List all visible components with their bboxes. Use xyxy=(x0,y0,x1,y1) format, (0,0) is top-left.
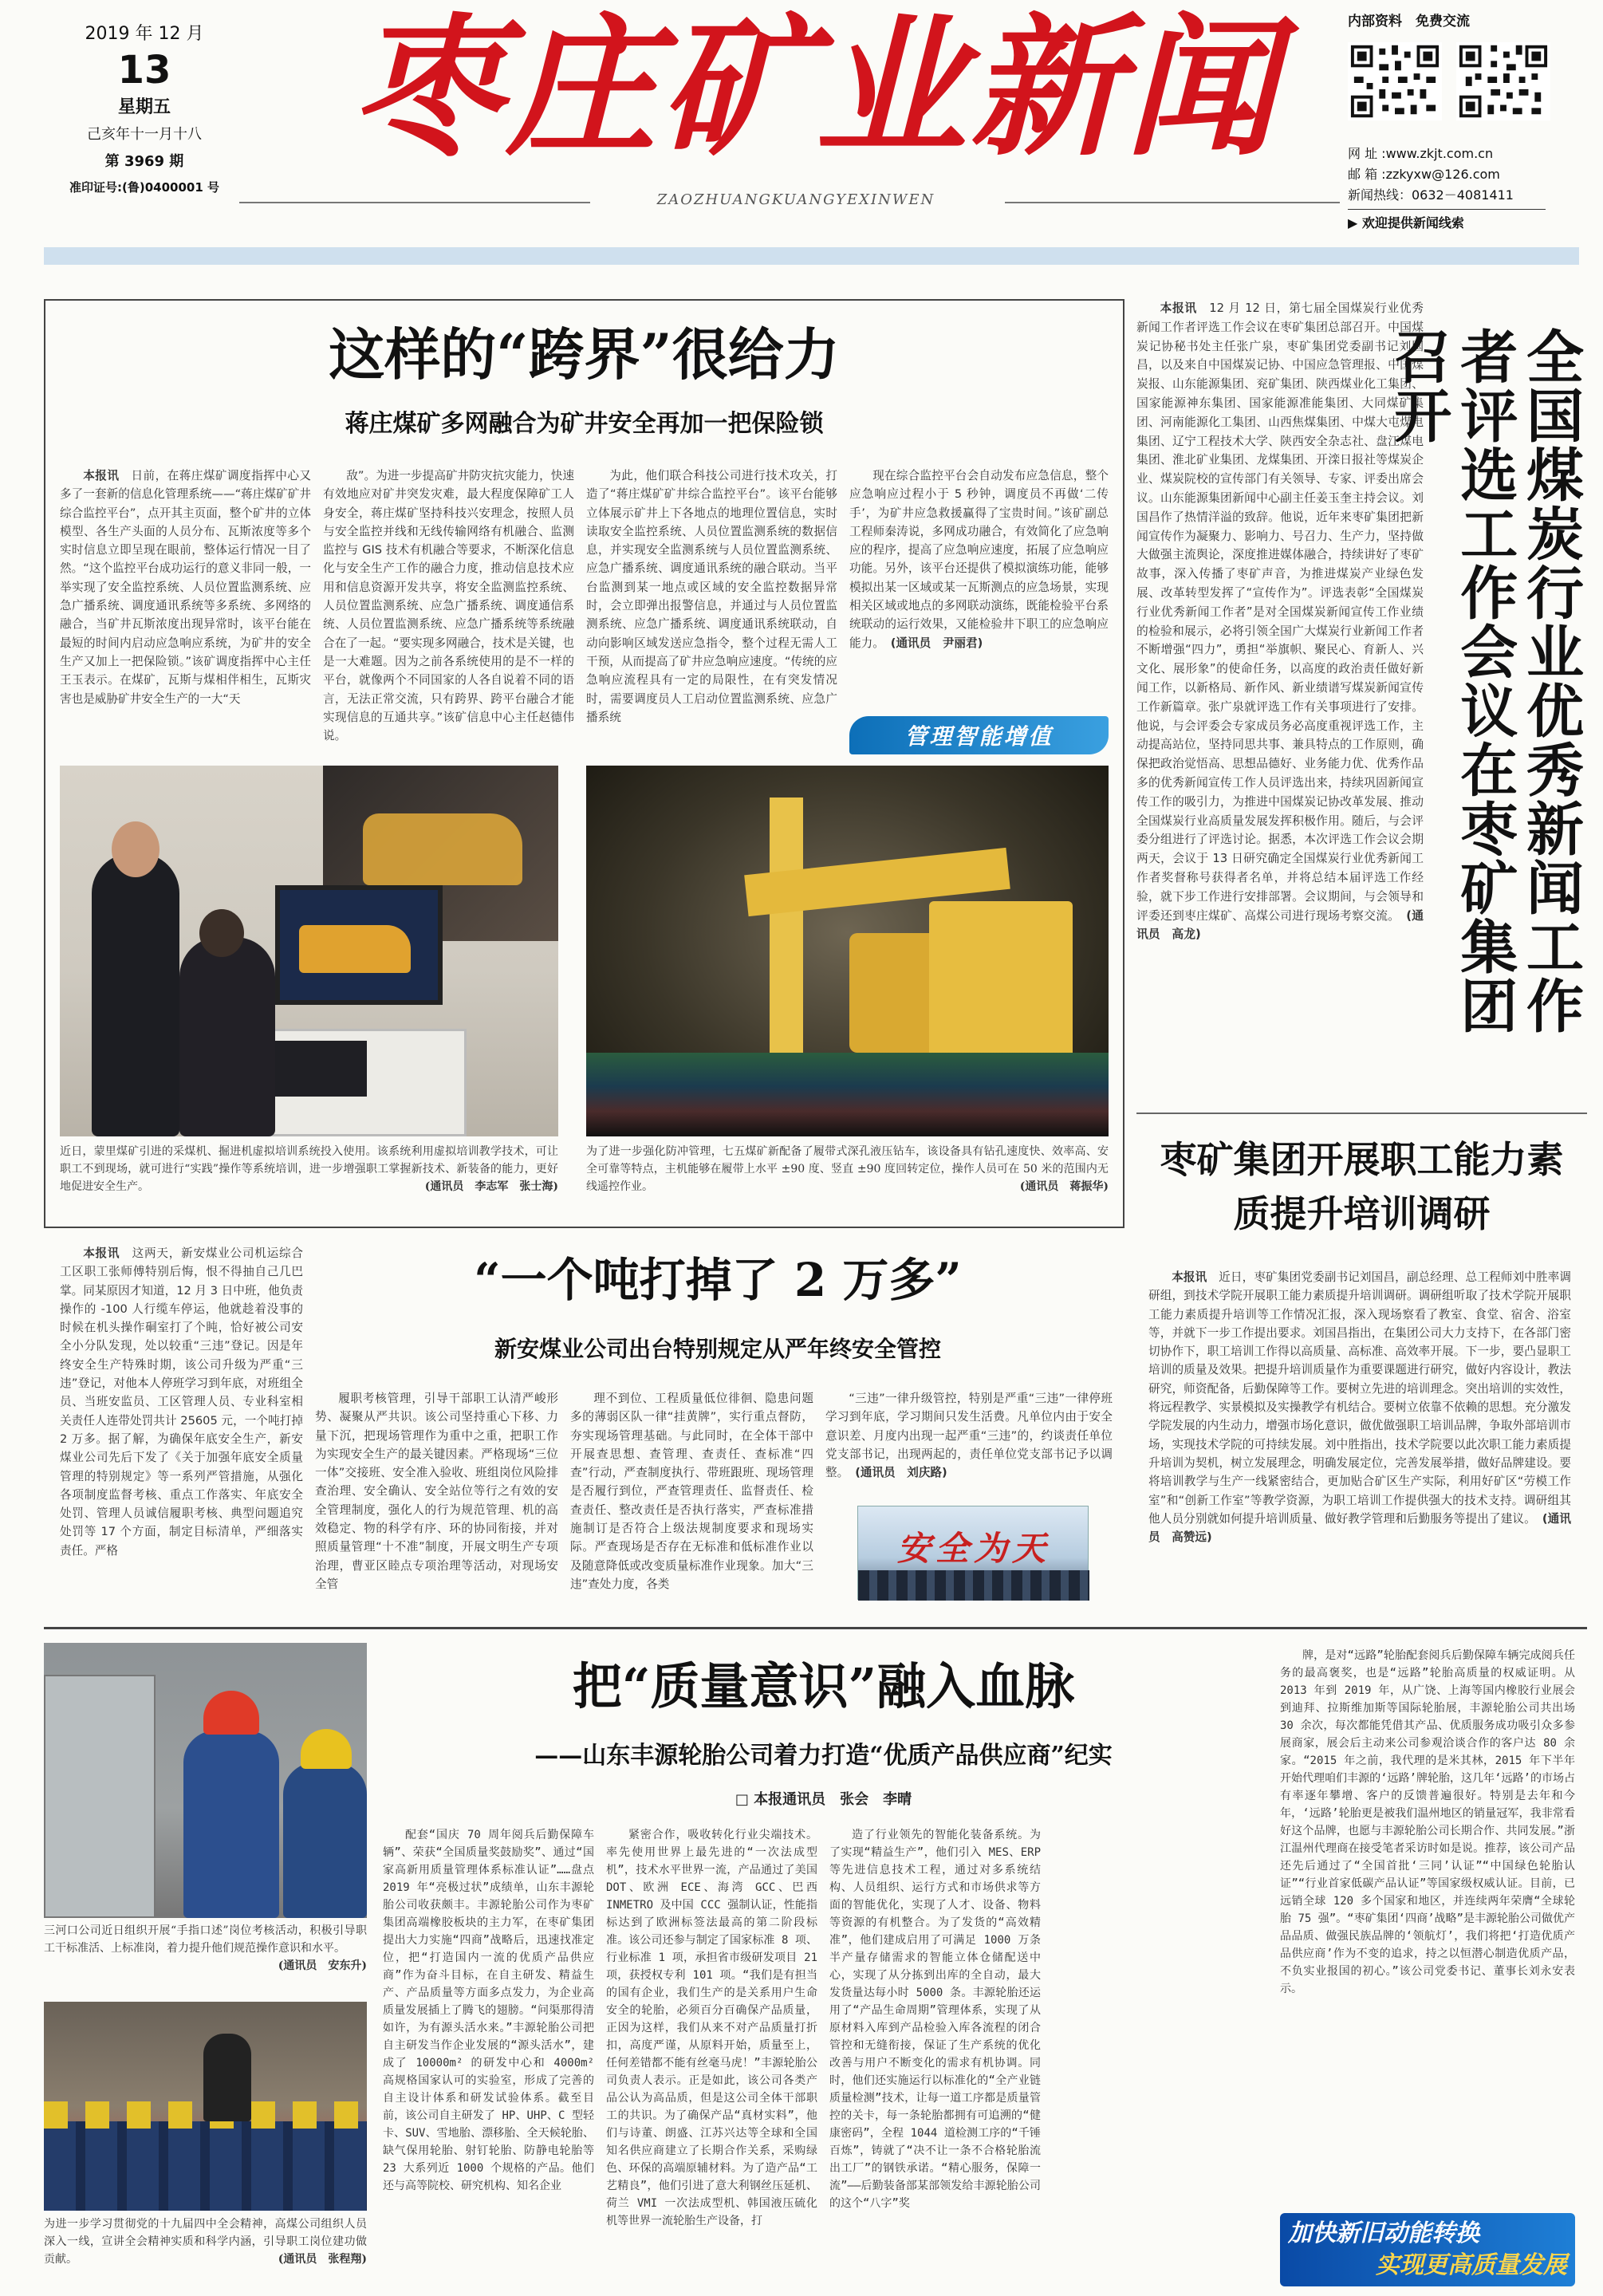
story3-signature: (通讯员 刘庆路) xyxy=(855,1466,947,1480)
photo-finger-point xyxy=(44,1643,367,1918)
management-logo-text: 管理智能增值 xyxy=(904,723,1054,750)
story3-column-4 xyxy=(825,1389,1113,1501)
qr-code-icon xyxy=(1456,41,1550,121)
newspaper-pinyin: ZAOZHUANGKUANGYEXINWEN xyxy=(656,191,935,208)
story1-text-2: 敌”。为进一步提高矿井防灾抗灾能力，快速有效地应对矿井突发灾难，最大程度保障矿工人身安全，蒋庄煤矿坚持科技兴安理念，按照人员与安全监控并线和无线传输网络有机融合、监测监控与 GIS 技术有机融合等要求，不断深化信息化与安全生产工作的融合力度，推动信息技术应用和信息资源开发共享，将安全监测监控系统、人员位置监测系统、应急广播系统、调度通信系统、人员位置监测系统、应急广播系统等系统融合在了一起。“要实现多网融合，技术是关键，也是一大难题。因为之前各系统使用的是不一样的平台，就像两个不同国家的人各自说着不同的语言，无法正常交流，只有跨界、跨平台融合才能实现信息的互通共享。”该矿信息中心主任赵德伟说。 xyxy=(323,469,574,743)
photo-drilling-rig xyxy=(586,766,1109,1136)
management-logo xyxy=(849,716,1109,754)
photo-lecture xyxy=(44,2002,367,2211)
photo-helmet-2 xyxy=(301,1729,352,1769)
date-box xyxy=(69,22,220,228)
photo-caption-3-text: 三河口公司近日组织开展“手指口述”岗位考核活动，积极引导职工干标准活、上标准岗，着力提升他们规范操作意识和水平。 xyxy=(44,1924,367,1955)
website: 网 址 :www.zkjt.com.cn xyxy=(1348,146,1494,161)
story1-byline: 本报讯 xyxy=(83,469,120,482)
photo-head-1 xyxy=(112,821,160,877)
photo-caption-4-text: 为进一步学习贯彻党的十九届四中全会精神，高煤公司组织人员深入一线，宣讲全会精神实质和科学内涵，引导职工岗位建功做贡献。 xyxy=(44,2218,367,2266)
story1-column-4 xyxy=(849,467,1109,710)
photo-cabinet xyxy=(44,1675,156,1918)
photo-caption-3-signature: (通讯员 安东升) xyxy=(278,1959,367,1972)
qr-codes xyxy=(1348,41,1587,121)
safety-badge-text: 安全为天 xyxy=(896,1529,1050,1568)
photo-rig-mast xyxy=(770,797,803,1061)
story1-column-3 xyxy=(586,467,837,754)
date-lunar: 己亥年十一月十八 xyxy=(87,126,202,143)
story2-signature: (通讯员 高龙) xyxy=(1136,908,1424,942)
story3-column-1 xyxy=(60,1244,303,1611)
story5-text-3: 造了行业领先的智能化装备系统。为了实现“精益生产”，他们引入 MES、ERP 等先进信息技术工程，通过对多系统结构、人员组织、运行方式和市场供求等方面的智能优化，实现了人才、设备、物料等资源的有机整合。为了发货的“高效精准”，他们建成启用了可满足 1000 万条半产量存储需求的智能立体仓储配送中心，实现了从分拣到出库的全自动，最大发货量达每小时 5000 条。丰源轮胎还运用了“产品生命周期”管理体系，实现了从原材料入库到产品检验入库各流程的闭合管控和无缝衔接，保证了生产系统的优化改善与用户不断变化的需求有机协调。同时，他们还实施运行以标准化的“全产业链质量检测”技术，让每一道工序都是质量管控的关卡，每一条轮胎都拥有可追溯的“健康密码”，全程 1044 道检测工序的“千锤百炼”，铸就了“决不让一条不合格轮胎流出工厂”的钢铁承诺。“精心服务，保障一流”——后勤装备部某部领发给丰源轮胎公司的这个“八字”奖 xyxy=(829,1829,1041,2210)
photo-audience xyxy=(44,2121,367,2211)
info-rule xyxy=(1348,209,1546,210)
story1-column-1 xyxy=(60,467,311,754)
story1-signature: (通讯员 尹丽君) xyxy=(890,636,983,650)
story5-column-2 xyxy=(606,1826,817,2289)
story1-text-4: 现在综合监控平台会自动发布应急信息，整个应急响应过程小于 5 秒钟，调度员不再做‘二传手’，为矿井应急救援赢得了宝贵时间。”该矿副总工程师秦涛说，多网成功融合，有效简化了应急响应的程序，提高了应急响应速度，拓展了应急响应功能。另外，该平台还提供了模拟演练功能，能够模拟出某一区域或某一瓦斯测点的应急场景，实现相关区域或地点的多网联动演练，既能检验平台系统联动的运行效果，又能检验井下职工的应急响应能力。 xyxy=(849,469,1109,650)
divider-full-2 xyxy=(44,1627,1587,1629)
story5-text-4: 牌，是对“远路”轮胎配套阅兵后勤保障车辆完成阅兵任务的最高褒奖，也是“远路”轮胎高质量的权威证明。从 2013 年到 2019 年，从广饶、上海等国内橡胶行业展会到迪拜、拉斯维加斯等国际轮胎展，丰源轮胎公司共出场 30 余次，每次都能凭借其产品、优质服务成功吸引众多参展商家，展会后主动来公司参观洽谈合作的客户达 80 余家。“2015 年之前，我代理的是米其林，2015 年下半年开始代理咱们丰源的‘远路’牌轮胎，这几年‘远路’的市场占有率逐年攀增、客户的反馈普遍很好。特别是去年和今年，‘远路’轮胎更是被我们温州地区的销量冠军，我非常看好这个品牌，也愿与丰源轮胎公司长期合作、共同发展。”浙江温州代理商在接受笔者采访时如是说。推荐，该公司产品还先后通过了“全国首批‘三同’认证”“中国绿色轮胎认证”“行业首家低碳产品认证”等国家级权威认证。目前，已远销全球 120 多个国家和地区，并连续两年荣膺“全球轮胎 75 强”。“枣矿集团‘四商’战略”是丰源轮胎公司做优产品品质、做强民族品牌的‘领航灯’，我们将把‘打造优质产品供应商’作为不变的追求，持之以恒潜心制造优质产品，不负实业报国的初心。”该公司党委书记、董事长刘永安表示。 xyxy=(1280,1649,1575,1995)
story4-headline: 枣矿集团开展职工能力素质提升培训调研 xyxy=(1160,1138,1564,1235)
story1-column-2 xyxy=(323,467,574,754)
photo-speaker xyxy=(203,2034,251,2121)
photo-wall-machine xyxy=(363,813,522,885)
story3-column-3 xyxy=(570,1389,813,1613)
story5-column-4 xyxy=(1280,1647,1575,2205)
story5-column-1 xyxy=(383,1826,594,2289)
divider-right-1 xyxy=(1136,1113,1587,1114)
email: 邮 箱 :zzkyxw@126.com xyxy=(1348,167,1500,182)
photo-helmet-1 xyxy=(203,1691,259,1735)
photo-caption-3 xyxy=(44,1922,367,1995)
story5-subtitle: ——山东丰源轮胎公司着力打造“优质产品供应商”纪实 xyxy=(534,1742,1113,1770)
story5-headline: 把“质量意识”融入血脉 xyxy=(572,1657,1075,1715)
pinyin-rule-left xyxy=(239,202,590,203)
story2-text: 12 月 12 日，第七届全国煤炭行业优秀新闻工作者评选工作会议在枣矿集团总部召开。中国煤炭记协秘书处主任张广泉，枣矿集团党委副书记刘国昌，以及来自中国煤炭记协、中国应急管理报、中国煤炭报、山东能源集团、兖矿集团、陕西煤业化工集团、国家能源神东集团、国家能源准能集团、大同煤矿集团、河南能源化工集团、山西焦煤集团、中煤大屯煤电集团、辽宁工程技术大学、陕西安全杂志社、盘江煤电集团、淮北矿业集团、龙煤集团、开滦日报社等煤炭企业、煤炭院校的宣传部门有关领导、专家、评委出席会议。山东能源集团新闻中心副主任姜玉奎主持会议。刘国昌作了热情洋溢的致辞。他说，近年来枣矿集团把新闻宣传作为凝聚力、影响力、号召力、生产力，坚持做大做强主流舆论，深度推进媒体融合，持续讲好了枣矿故事，深入传播了枣矿声音，为推进煤炭产业绿色发展、改革转型发挥了“宣传作为”。评选表彰“全国煤炭行业优秀新闻工作者”是对全国煤炭新闻宣传工作业绩的检验和展示，必将引领全国广大煤炭行业新闻工作者不断增强“四力”，勇担“举旗帜、聚民心、育新人、兴文化、展形象”的使命任务，以高度的政治责任做好新闻工作，以新格局、新作风、新业绩谱写煤炭新闻宣传工作新篇章。张广泉就评选工作有关事项进行了安排。他说，与会评委会专家成员务必高度重视评选工作，主动提高站位，坚持同思共事、兼具特点的工作原则，确保把政治觉悟高、思想品德好、业务能力优、优秀作品多的优秀新闻宣传工作人员评选出来，持续巩固新闻宣传工作的吸引力，为推进中国煤炭记协改革发展、推动全国煤炭行业高质量发展发挥积极作用。随后，与会评委分组进行了评选讨论。据悉，本次评选工作会议会期两天，会议于 13 日研究确定全国煤炭行业优秀新闻工作者奖督称号获得者名单，并将总结本届评选工作经验，就下步工作进行安排部署。会议期间，与会领导和评委还到枣庄煤矿、高煤公司进行现场考察交流。 xyxy=(1136,301,1424,923)
story2-body xyxy=(1136,299,1424,1097)
masthead xyxy=(0,0,1603,239)
slogan-banner xyxy=(1280,2213,1575,2286)
story3-text-4: “三违”一律升级管控，特别是严重“三违”一律停班学习到年底，学习期间只发生活费。凡单位内由于安全意识差、月度内出现一起严重“三违”的，约谈责任单位党支部书记，出现两起的，责任单位党支部书记予以调整。 xyxy=(825,1392,1113,1480)
internal-tag: 内部资料 免费交流 xyxy=(1348,14,1470,30)
story5-text-1: 配套“国庆 70 周年阅兵后勤保障车辆”、荣获“全国质量奖鼓励奖”、通过“国家高新用质量管理体系标准认证”……盘点 2019 年“亮极过状”成绩单，山东丰源轮胎公司收获颇丰。丰源轮胎公司作为枣矿集团高端橡胶板块的主力军，在枣矿集团提出大力实施“四商”战略后，迅速找准定位，把“打造国内一流的优质产品供应商”作为奋斗目标，在自主研发、精益生产、产品质量等方面多点发力，为企业高质量发展插上了腾飞的翅膀。“问渠那得清如许，为有源头活水来。”丰源轮胎公司把自主研发当作企业发展的“源头活水”，建成了 10000m² 的研发中心和 4000m² 高规格国家认可的实验室，形成了完善的自主设计体系和研发试验体系。截至目前，该公司自主研发了 HP、UHP、C 型轻卡、SUV、雪地胎、漂移胎、全天候轮胎、缺气保用轮胎、射钉轮胎、防静电轮胎等 23 大系列近 1000 个规格的产品。他们还与高等院校、研究机构、知名企业 xyxy=(383,1829,594,2192)
photo-caption-4 xyxy=(44,2215,367,2289)
photo-worker-2 xyxy=(283,1762,367,1918)
qr-code-icon xyxy=(1348,41,1442,121)
masthead-band xyxy=(44,247,1579,265)
date-weekday: 星期五 xyxy=(117,97,171,117)
photo-caption-1-text: 近日，蒙里煤矿引进的采煤机、掘进机虚拟培训系统投入使用。该系统利用虚拟培训教学技术，可让职工不到现场，就可进行“实践”操作等系统培训，进一步增强职工掌握新技术、新装备的能力，更好地促进安全生产。 xyxy=(60,1145,558,1193)
photo-simulator-training xyxy=(60,766,558,1136)
story2-headline: 全国煤炭行业优秀新闻工作者评选工作会议在枣矿集团召开 xyxy=(1384,327,1585,1035)
story1-text-1: 日前，在蒋庄煤矿调度指挥中心又多了一套新的信息化管理系统——“蒋庄煤矿矿井综合监控平台”，点开其主页面，整个矿井的立体模型、各生产头面的人员分布、瓦斯浓度等多个实时信息立即呈现在眼前，整体运行情况一目了然。“这个监控平台成功运行的意义非同一般，一举实现了安全监控系统、人员位置监测系统、应急广播系统、调度通讯系统等多系统、多网络的融合，当矿井瓦斯浓度出现异常时，该平台能在最短的时间内启动应急响应系统，为矿井的安全生产又加上一把保险锁。”该矿调度指挥中心主任王玉表示。在煤矿，瓦斯与煤相伴相生，瓦斯灾害也是威胁矿井安全生产的一大“天 xyxy=(60,469,311,706)
story3-text-2: 履职考核管理，引导干部职工认清严峻形势、凝聚从严共识。该公司坚持重心下移、力量下沉，把现场管理作为重中之重，把职工作为实现安全生产的最关键因素。严格现场“三位一体”交接班、安全准入验收、班组岗位风险排查治理、安全确认、安全站位等行之有效的安全管理制度，强化人的行为规范管理、机的高效稳定、物的科学有序、环的协同衔接，并对照质量管理“十不准”制度，开展文明生产专项治理，曹亚区睦点专项治理等活动，对现场安全管 xyxy=(315,1392,558,1591)
story1-headline: 这样的“跨界”很给力 xyxy=(329,321,840,388)
photo-person-2 xyxy=(179,937,275,1136)
masthead-right xyxy=(1348,11,1587,242)
date-year-month: 2019 年 12 月 xyxy=(85,24,204,44)
story4-body xyxy=(1148,1268,1571,1613)
story1-subtitle: 蒋庄煤矿多网融合为矿井安全再加一把保险锁 xyxy=(345,410,824,438)
safety-badge-figures xyxy=(858,1570,1089,1601)
photo-person-1 xyxy=(92,853,179,1136)
story3-headline: “一个吨打掉了 2 万多” xyxy=(474,1253,962,1307)
story3-subtitle: 新安煤业公司出台特别规定从严年终安全管控 xyxy=(494,1336,941,1362)
story3-text-1: 这两天，新安煤业公司机运综合工区职工张师傅特别后悔，恨不得抽自己几巴掌。同某原因才知道，12 月 3 日中班，他负责操作的 -100 人行缆车停运，他就趁着没事的时候在机头操作硐室打了个盹，恰好被公司安全小分队发现，处以较重“三违”登记。因是年终安全生产特殊时期，该公司升级为严重“三违”登记，对他本人停班学习到年底，对班组全员、当班安监员、工区管理人员、专业科室相关责任人连带处罚共计 25605 元，一个吨打掉 2 万多。据了解，为确保年底安全生产，新安煤业公司先后下发了《关于加强年底安全质量管理的特别规定》等一系列严管措施，从强化各项制度监督考核、重点工作落实、年底安全处罚、管理人员诚信履职考核、典型问题追究处罚等 17 个方面，制定目标清单，严细落实责任。严格 xyxy=(60,1246,303,1558)
issue-number: 第 3969 期 xyxy=(104,153,184,170)
slogan-line-1: 加快新旧动能转换 xyxy=(1288,2219,1479,2247)
story5-column-3 xyxy=(829,1826,1041,2289)
story5-text-2: 紧密合作，吸收转化行业尖端技术。率先使用世界上最先进的“一次法成型机”，技术水平世界一流，产品通过了美国 DOT、欧洲 ECE、海湾 GCC、巴西 INMETRO 及中国 CCC 强制认证，性能指标达到了欧洲标签法最高的第二阶段标准。该公司还参与制定了国家标准 8 项、行业标准 1 项，承担省市级研发项目 21 项，获授权专利 101 项。“我们是有担当的国有企业，我们生产的是关系用户生命安全的轮胎，必须百分百确保产品质量，正因为这样，我们从来不对产品质量打折扣，高度严谨，从原料开始，质量至上，任何差错都不能有丝毫马虎！”丰源轮胎公司负责人表示。正是如此，该公司各类产品公认为高品质，但是这公司全体干部职工的共识。为了确保产品“真材实料”，他们与诗董、朗盛、江苏兴达等全球和全国知名供应商建立了长期合作关系，采购绿色、环保的高端原辅材料。为了造产品“工艺精良”，他们引进了意大利钢丝压延机、荷兰 VMI 一次法成型机、韩国液压硫化机等世界一流轮胎生产设备，打 xyxy=(606,1829,817,2227)
photo-monitor-machine xyxy=(299,925,411,973)
story4-text: 近日，枣矿集团党委副书记刘国昌，副总经理、总工程师刘中胜率调研组，到技术学院开展职工能力素质提升培训调研。调研组听取了技术学院开展职工能力素质提升培训等工作情况汇报，深入现场察看了教室、食堂、宿舍、浴室等，并就下一步工作提出要求。刘国昌指出，在集团公司大力支持下，在各部门密切协作下，职工培训工作得以高质量、高标准、高效率开展。下一步，要凸显职工培训的质量及效果。把提升培训质量作为重要课题进行研究，做好内容设计，教法研究，师资配备，后勤保障等工作。要树立先进的培训理念。突出培训的实效性，将远程教学、实景模拟及实操教学有机结合。要树立依靠不依赖的思想。充分激发学院发展的内生动力，增强市场化意识，做优做强职工培训品牌，争取外部培训市场，实现技术学院的可持续发展。刘中胜指出，技术学院要以此次职工能力素质提升培训为契机，树立发展理念，明确发展定位，完善发展举措，做好品牌建设。要将培训教学与生产一线紧密结合，更加贴合矿区生产实际，利用好矿区“劳模工作室”和“创新工作室”等教学资源，为职工培训工作提供强大的技术支持。调研组其他人员分别就如何提升培训质量、做好教学管理和后勤服务等提出了建议。 xyxy=(1148,1270,1571,1526)
print-permit: 准印证号:(鲁)0400001 号 xyxy=(69,180,219,195)
photo-head-2 xyxy=(199,909,244,957)
photo-caption-2-text: 为了进一步强化防冲管理，七五煤矿新配备了履带式深孔液压钻车，该设备具有钻孔速度快、效率高、安全可靠等特点，主机能够在履带上水平 ±90 度、竖直 ±90 度回转定位，操作人员可在 50 米的范围内无线遥控作业。 xyxy=(586,1145,1109,1193)
date-day: 13 xyxy=(117,48,171,93)
pinyin-rule-right xyxy=(1005,202,1340,203)
story5-byline: □ 本报通讯员 张会 李晴 xyxy=(735,1791,912,1808)
story3-column-2 xyxy=(315,1389,558,1613)
slogan-line-2: 实现更高质量发展 xyxy=(1376,2251,1567,2279)
story1-text-3: 为此，他们联合科技公司进行技术攻关，打造了“蒋庄煤矿矿井综合监控平台”。该平台能够立体展示矿井上下各地点的地理位置信息，实时读取安全监控系统、人员位置监测系统的数据信息，并实现安全监测系统与人员位置监测系统、应急广播系统、调度通讯系统的融合联动。当平台监测到某一地点或区域的安全监控数据异常时，会立即弹出报警信息，并通过与人员位置监测系统、应急广播系统、调度通讯系统联动，自动向影响区域发送应急指令，整个过程无需人工干预，从而提高了矿井应急响应速度。“传统的应急响应流程具有一定的局限性，在有突发情况时，需要调度员人工启动位置监测系统、应急广播系统 xyxy=(586,469,837,724)
story4-byline: 本报讯 xyxy=(1172,1270,1207,1284)
photo-caption-1-signature: (通讯员 李志军 张士海) xyxy=(424,1180,558,1193)
photo-caption-4-signature: (通讯员 张程翔) xyxy=(278,2253,367,2266)
safety-badge xyxy=(857,1506,1089,1600)
story3-byline: 本报讯 xyxy=(83,1246,120,1260)
photo-caption-2-signature: (通讯员 蒋振华) xyxy=(1019,1180,1109,1193)
photo-caption-1 xyxy=(60,1143,558,1216)
photo-hoses xyxy=(586,1053,1109,1136)
photo-worker-1 xyxy=(183,1731,279,1918)
hotline: 新闻热线：0632－4081411 xyxy=(1348,187,1514,203)
photo-caption-2 xyxy=(586,1143,1109,1216)
newspaper-logo: 枣庄矿业新闻 xyxy=(351,0,1280,176)
welcome-tips: ▶ 欢迎提供新闻线索 xyxy=(1348,215,1464,230)
story3-text-3: 理不到位、工程质量低位徘徊、隐患问题多的薄弱区队一律“挂黄牌”，实行重点督防，夯实现场管理基础。与此同时，在全体干部中开展查思想、查管理、查责任、查标准“四查”行动，严查制度执行、带班跟班、现场管理是否履行到位，严查管理责任、监督责任、检查责任、整改责任是否执行落实，严查标准措施制订是否符合上级法规制度要求和现场实际。严查现场是否存在无标准和低标准作业以及随意降低或改变质量标准作业现象。加大“三违”查处力度，各类 xyxy=(570,1392,813,1591)
story4-signature: (通讯员 高赞远) xyxy=(1148,1511,1571,1545)
story2-byline: 本报讯 xyxy=(1160,301,1197,315)
